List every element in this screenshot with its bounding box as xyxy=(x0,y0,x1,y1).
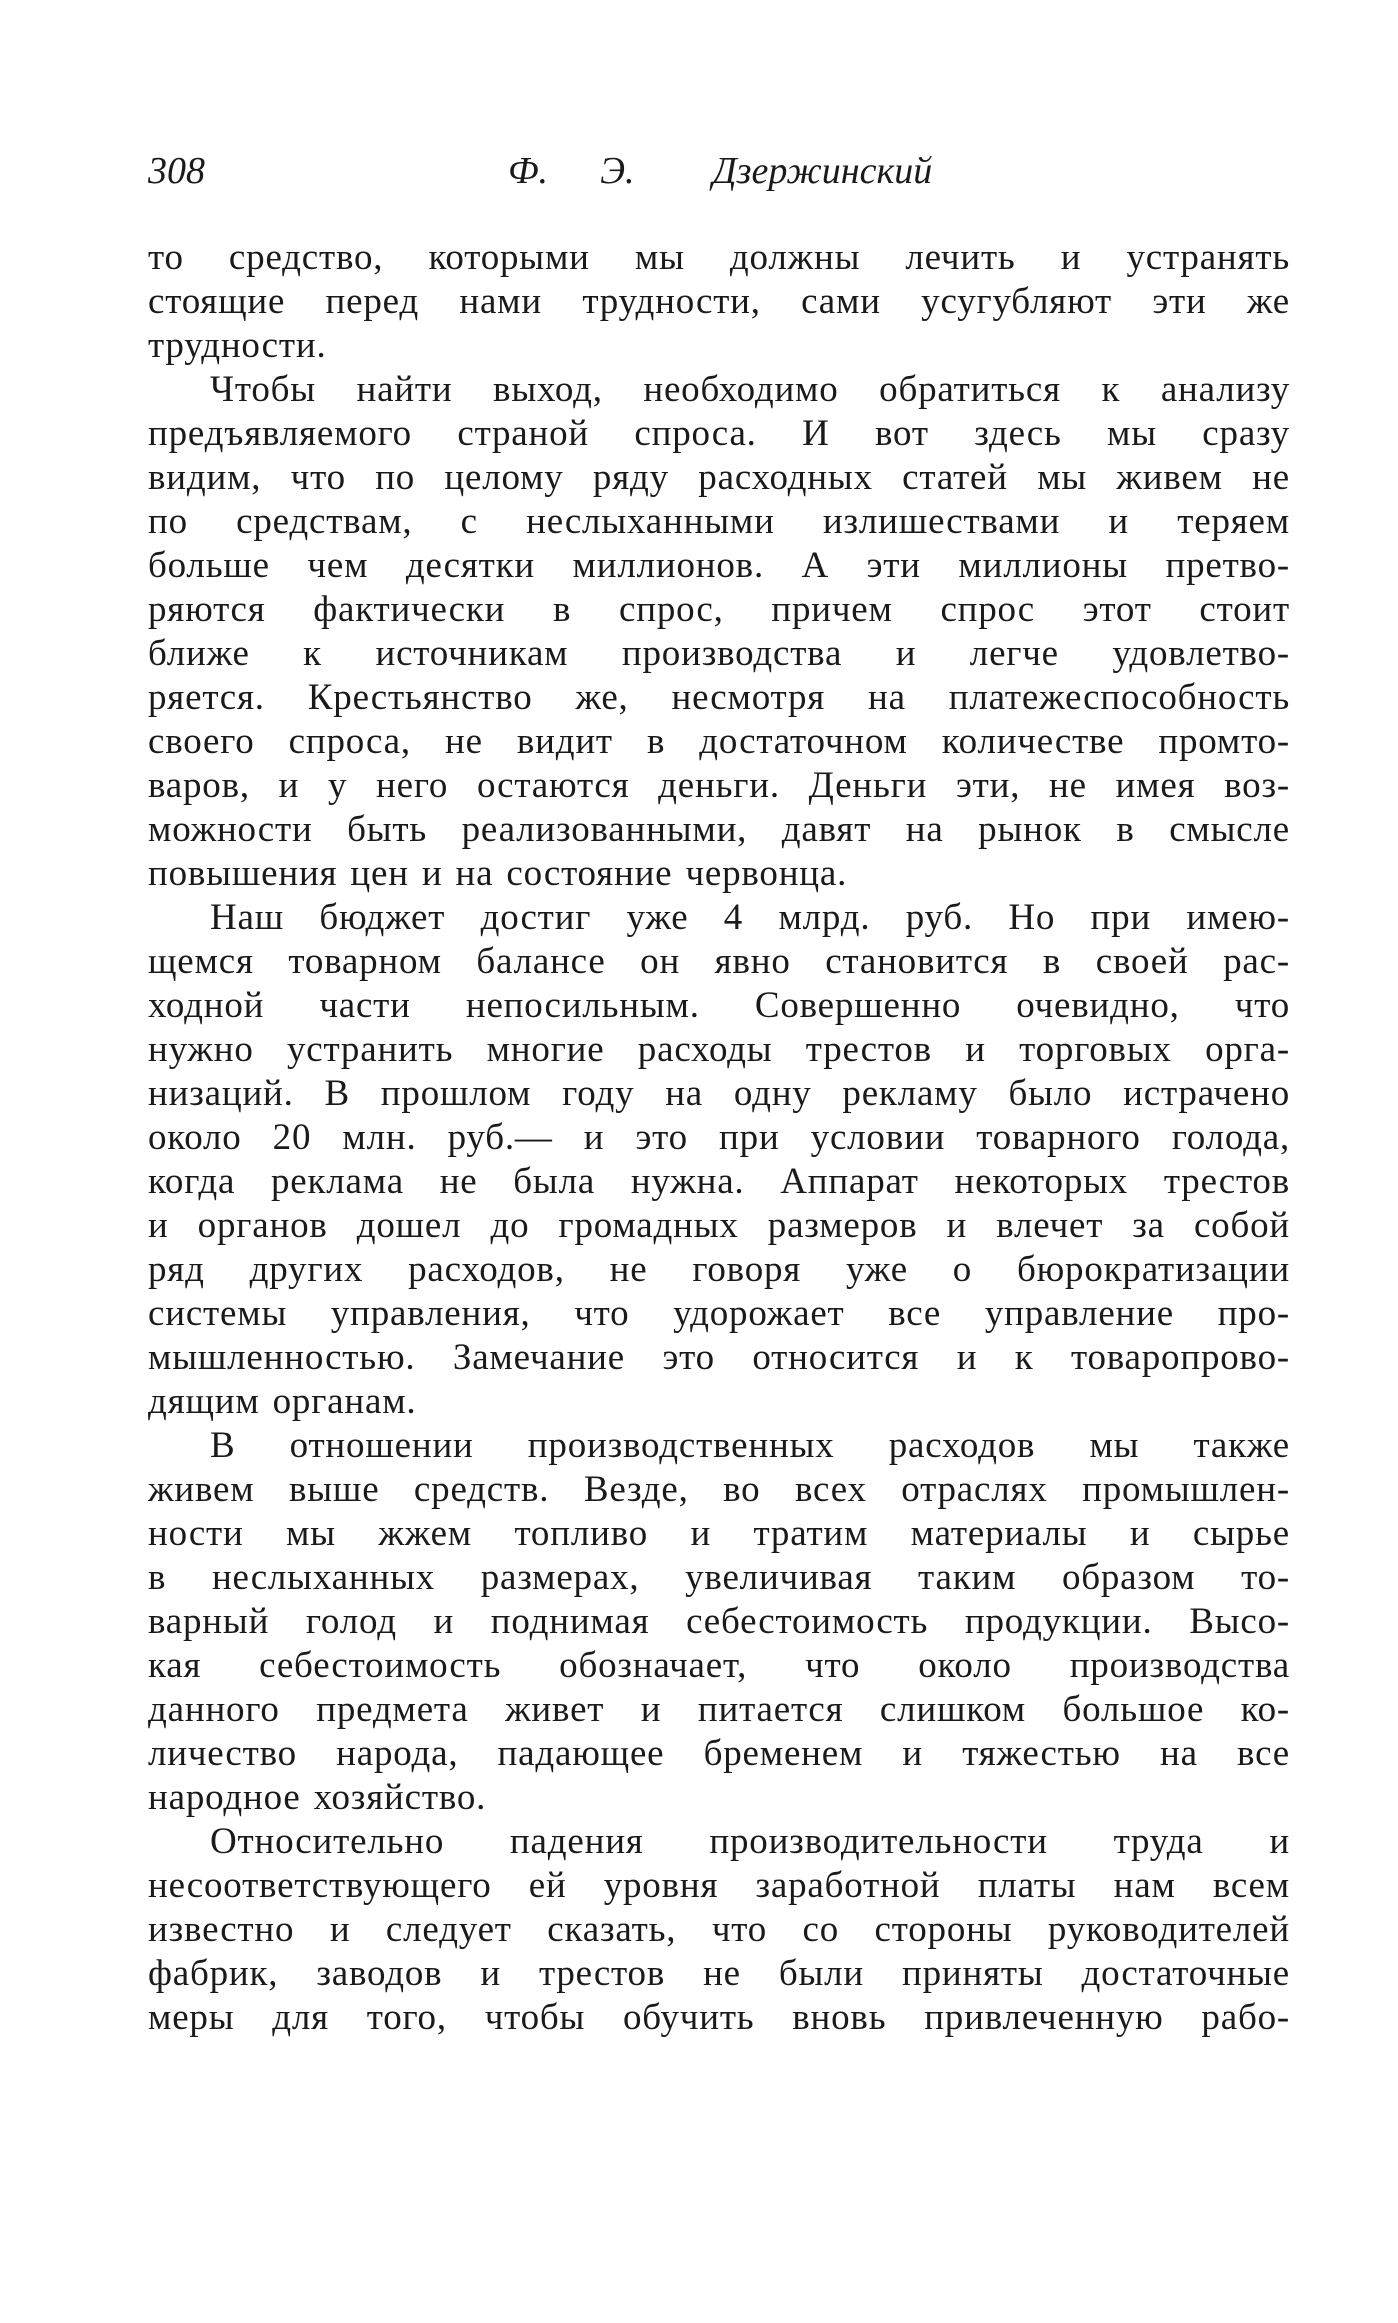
text-line: то средство, которыми мы должны лечить и устранять xyxy=(148,237,1290,278)
paragraph xyxy=(148,1424,1290,1820)
text-line: видим, что по целому ряду расходных статей мы живем не xyxy=(148,457,1290,498)
page-number: 308 xyxy=(148,150,205,192)
author-initial-first: Ф. xyxy=(508,150,549,192)
text-line: живем выше средств. Везде, во всех отраслях промышлен- xyxy=(148,1469,1290,1510)
paragraph xyxy=(148,1820,1290,2040)
text-line: фабрик, заводов и трестов не были приняты достаточные xyxy=(148,1953,1290,1994)
text-line: своего спроса, не видит в достаточном количестве промто- xyxy=(148,721,1290,762)
text-line: Относительно падения производительности труда и xyxy=(210,1821,1290,1862)
text-line: кая себестоимость обозначает, что около производства xyxy=(148,1645,1290,1686)
text-line: повышения цен и на состояние червонца. xyxy=(148,853,848,894)
text-line: Чтобы найти выход, необходимо обратиться к анализу xyxy=(210,369,1290,410)
text-line: ряются фактически в спрос, причем спрос этот стоит xyxy=(148,589,1290,630)
text-line: Наш бюджет достиг уже 4 млрд. руб. Но при имею- xyxy=(210,897,1290,938)
text-line: ходной части непосильным. Совершенно очевидно, что xyxy=(148,985,1290,1026)
author-surname: Дзержинский xyxy=(712,150,933,192)
text-line: предъявляемого страной спроса. И вот здесь мы сразу xyxy=(148,413,1290,454)
text-line: трудности. xyxy=(148,325,327,366)
text-line: ряется. Крестьянство же, несмотря на платежеспособность xyxy=(148,677,1290,718)
text-line: известно и следует сказать, что со стороны руководителей xyxy=(148,1909,1290,1950)
text-line: щемся товарном балансе он явно становится в своей рас- xyxy=(148,941,1290,982)
book-page xyxy=(148,140,1290,2040)
paragraph xyxy=(148,896,1290,1424)
text-line: варный голод и поднимая себестоимость продукции. Высо- xyxy=(148,1601,1290,1642)
text-line: низаций. В прошлом году на одну рекламу было истрачено xyxy=(148,1073,1290,1114)
text-line: дящим органам. xyxy=(148,1381,417,1422)
text-line: когда реклама не была нужна. Аппарат некоторых трестов xyxy=(148,1161,1290,1202)
text-line: и органов дошел до громадных размеров и влечет за собой xyxy=(148,1205,1290,1246)
running-head-author xyxy=(508,140,932,202)
text-line: ности мы жжем топливо и тратим материалы и сырье xyxy=(148,1513,1290,1554)
text-line: ряд других расходов, не говоря уже о бюрократизации xyxy=(148,1249,1290,1290)
text-line: несоответствующего ей уровня заработной платы нам всем xyxy=(148,1865,1290,1906)
text-line: ближе к источникам производства и легче удовлетво- xyxy=(148,633,1290,674)
text-line: В отношении производственных расходов мы также xyxy=(210,1425,1290,1466)
author-initial-patronymic: Э. xyxy=(600,150,635,192)
text-line: в неслыханных размерах, увеличивая таким образом то- xyxy=(148,1557,1290,1598)
text-line: мышленностью. Замечание это относится и к товаропрово- xyxy=(148,1337,1290,1378)
body-text xyxy=(148,236,1290,2040)
text-line: по средствам, с неслыханными излишествами и теряем xyxy=(148,501,1290,542)
text-line: варов, и у него остаются деньги. Деньги эти, не имея воз- xyxy=(148,765,1290,806)
paragraph xyxy=(148,236,1290,368)
text-line: стоящие перед нами трудности, сами усугубляют эти же xyxy=(148,281,1290,322)
running-header xyxy=(148,140,1290,202)
text-line: меры для того, чтобы обучить вновь привлеченную рабо- xyxy=(148,1997,1290,2038)
text-line: данного предмета живет и питается слишком большое ко- xyxy=(148,1689,1290,1730)
paragraph xyxy=(148,368,1290,896)
text-line: народное хозяйство. xyxy=(148,1777,487,1818)
text-line: системы управления, что удорожает все управление про- xyxy=(148,1293,1290,1334)
text-line: больше чем десятки миллионов. А эти миллионы претво- xyxy=(148,545,1290,586)
text-line: около 20 млн. руб.— и это при условии товарного голода, xyxy=(148,1117,1290,1158)
text-line: личество народа, падающее бременем и тяжестью на все xyxy=(148,1733,1290,1774)
text-line: нужно устранить многие расходы трестов и торговых орга- xyxy=(148,1029,1290,1070)
text-line: можности быть реализованными, давят на рынок в смысле xyxy=(148,809,1290,850)
